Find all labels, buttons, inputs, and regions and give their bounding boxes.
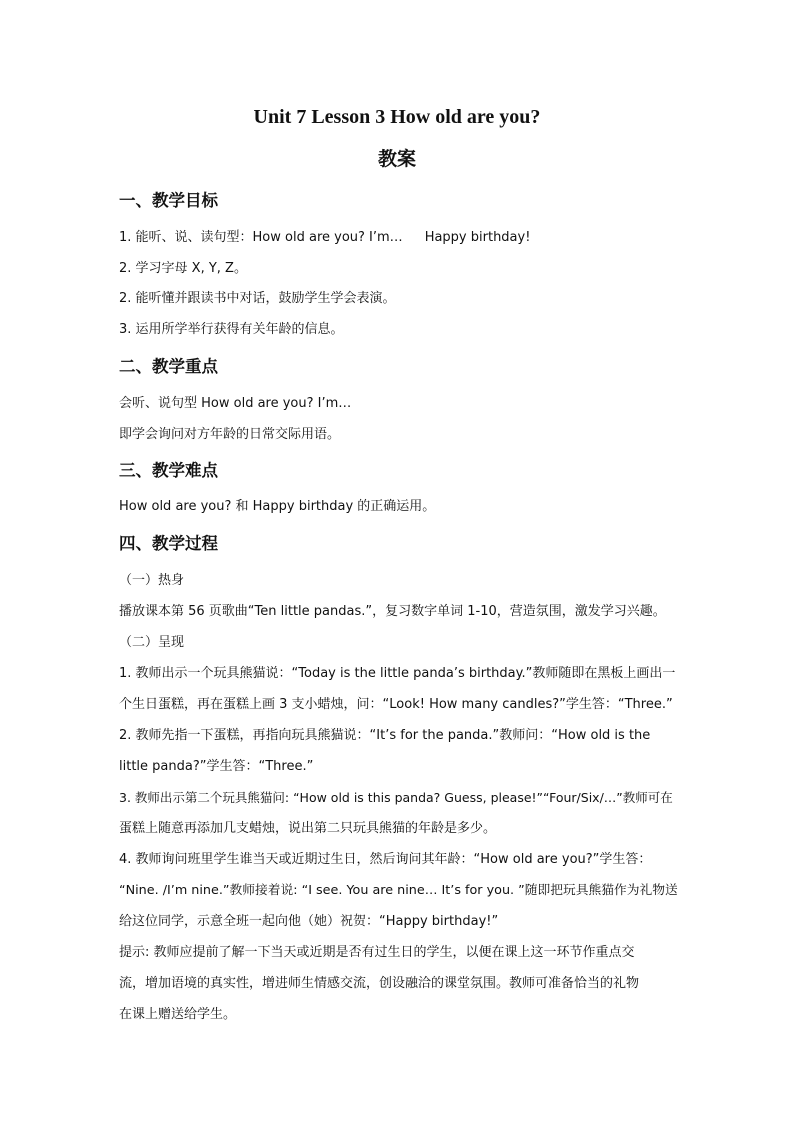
objective-text: 1. 能听、说、读句型：How old are you? I’m… <box>119 230 403 245</box>
objective-line: 2. 能听懂并跟读书中对话，鼓励学生学会表演。 <box>119 291 396 306</box>
objective-line <box>119 229 530 247</box>
process-line: 蛋糕上随意再添加几支蜡烛，说出第二只玩具熊猫的年龄是多少。 <box>119 821 497 836</box>
lesson-subtitle: 教案 <box>377 148 416 170</box>
process-line: “Nine. /I’m nine.”教师接着说: “I see. You are nine… It’s for you. ”随即把玩具熊猫作为礼物送 <box>119 883 678 898</box>
process-line: 1. 教师出示一个玩具熊猫说：“Today is the little panda’s birthday.”教师随即在黑板上画出一 <box>119 666 676 681</box>
section-heading-objectives: 一、教学目标 <box>119 191 218 210</box>
process-line: 2. 教师先指一下蛋糕，再指向玩具熊猫说：“It’s for the panda.”教师问：“How old is the <box>119 728 651 743</box>
process-subheading-warmup: （一）热身 <box>119 573 185 588</box>
process-line: 个生日蛋糕，再在蛋糕上画 3 支小蜡烛，问：“Look! How many candles?”学生答：“Three.” <box>119 697 673 712</box>
key-point-line: 即学会询问对方年龄的日常交际用语。 <box>119 427 341 442</box>
process-line: little panda?”学生答：“Three.” <box>119 759 314 774</box>
difficulty-line: How old are you? 和 Happy birthday 的正确运用。 <box>119 499 436 514</box>
tip-line: 流，增加语境的真实性，增进师生情感交流，创设融洽的课堂氛围。教师可准备恰当的礼物 <box>119 976 640 991</box>
key-point-line: 会听、说句型 How old are you? I’m… <box>119 396 352 411</box>
process-subheading-presentation: （二）呈现 <box>119 635 185 650</box>
process-line: 4. 教师询问班里学生谁当天或近期过生日，然后询问其年龄：“How old are you?”学生答： <box>119 852 652 867</box>
process-line: 播放课本第 56 页歌曲“Ten little pandas.”，复习数字单词 1-10，营造氛围，激发学习兴趣。 <box>119 604 666 619</box>
objective-text-extra: Happy birthday! <box>424 230 531 245</box>
tip-line: 提示: 教师应提前了解一下当天或近期是否有过生日的学生，以便在课上这一环节作重点交 <box>119 945 635 960</box>
tip-line: 在课上赠送给学生。 <box>119 1007 237 1022</box>
section-heading-process: 四、教学过程 <box>119 534 218 553</box>
lesson-title: Unit 7 Lesson 3 How old are you? <box>253 106 541 128</box>
section-heading-difficulties: 三、教学难点 <box>119 461 218 480</box>
section-heading-key-points: 二、教学重点 <box>119 357 218 376</box>
process-line: 给这位同学，示意全班一起向他（她）祝贺：“Happy birthday!” <box>119 914 499 929</box>
objective-line: 2. 学习字母 X, Y, Z。 <box>119 261 247 276</box>
objective-line: 3. 运用所学举行获得有关年龄的信息。 <box>119 322 344 337</box>
process-line: 3. 教师出示第二个玩具熊猫问: “How old is this panda? Guess, please!”“Four/Six/…”教师可在 <box>119 790 673 805</box>
